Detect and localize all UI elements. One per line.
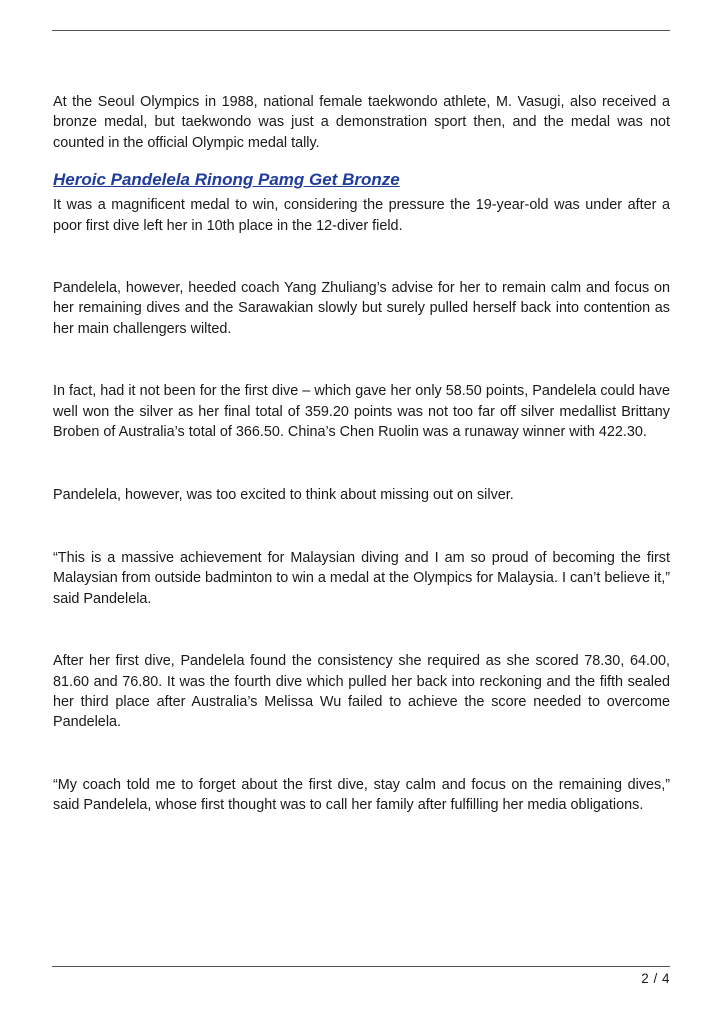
body-paragraph-3: In fact, had it not been for the first dive – which gave her only 58.50 points, Pandelela could have well won the silver as her final total of 359.20 points was not too far off silver medallist Brittany Broben of Australia’s total of 366.50. China’s Chen Ruolin was a runaway winner with 422.30. — [53, 383, 670, 441]
header-rule — [52, 30, 670, 31]
body-paragraph-4: Pandelela, however, was too excited to think about missing out on silver. — [53, 487, 514, 504]
article-heading-link[interactable]: Heroic Pandelela Rinong Pamg Get Bronze — [53, 170, 400, 190]
page-number: 2 / 4 — [641, 971, 670, 986]
body-paragraph-7: “My coach told me to forget about the first dive, stay calm and focus on the remaining dives,” said Pandelela, whose first thought was to call her family after fulfilling her media obligations. — [53, 776, 670, 814]
intro-paragraph: At the Seoul Olympics in 1988, national female taekwondo athlete, M. Vasugi, also received a bronze medal, but taekwondo was just a demonstration sport then, and the medal was not counted in the official Olympic medal tally. — [53, 94, 670, 151]
body-paragraph-5: “This is a massive achievement for Malaysian diving and I am so proud of becoming the first Malaysian from outside badminton to win a medal at the Olympics for Malaysia. I can’t believe it,” said Pandelela. — [53, 549, 670, 607]
body-paragraph-2: Pandelela, however, heeded coach Yang Zhuliang’s advise for her to remain calm and focus on her remaining dives and the Sarawakian slowly but surely pulled herself back into contention as her main challengers wilted. — [53, 280, 670, 337]
body-paragraph-1: It was a magnificent medal to win, considering the pressure the 19-year-old was under after a poor first dive left her in 10th place in the 12-diver field. — [53, 197, 670, 234]
body-paragraph-6: After her first dive, Pandelela found the consistency she required as she scored 78.30, 64.00, 81.60 and 76.80. It was the fourth dive which pulled her back into reckoning and the fifth sealed her third place after Australia’s Melissa Wu failed to achieve the score needed to overcome Pandelela. — [53, 653, 670, 731]
footer-rule — [52, 966, 670, 967]
page-content — [53, 92, 670, 816]
